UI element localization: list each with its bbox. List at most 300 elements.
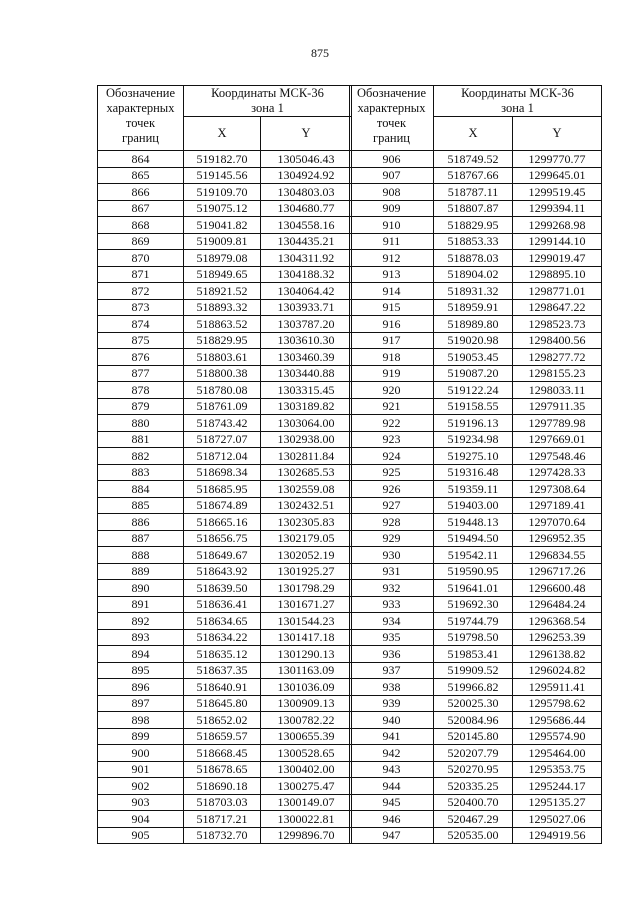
x-cell: 518636.41 [184,596,261,613]
y-cell: 1301925.27 [261,563,352,580]
point-id-cell: 884 [98,481,184,498]
x-cell: 518931.32 [434,283,513,300]
y-cell: 1297789.98 [513,415,602,432]
x-cell: 519316.48 [434,464,513,481]
table-row [350,728,602,745]
y-cell: 1303787.20 [261,316,352,333]
x-cell: 518949.65 [184,266,261,283]
x-cell: 520270.95 [434,761,513,778]
x-cell: 519041.82 [184,217,261,234]
y-cell: 1301417.18 [261,629,352,646]
table-row [350,448,602,465]
x-cell: 518634.22 [184,629,261,646]
y-cell: 1300528.65 [261,745,352,762]
y-cell: 1303460.39 [261,349,352,366]
y-cell: 1303064.00 [261,415,352,432]
table-row [350,745,602,762]
x-cell: 518921.52 [184,283,261,300]
x-cell: 518656.75 [184,530,261,547]
y-cell: 1301544.23 [261,613,352,630]
point-id-cell: 891 [98,596,184,613]
y-cell: 1295135.27 [513,794,602,811]
y-cell: 1302179.05 [261,530,352,547]
table-row [350,431,602,448]
y-cell: 1298523.73 [513,316,602,333]
table-row [350,811,602,828]
table-row [98,448,352,465]
point-id-cell: 892 [98,613,184,630]
y-cell: 1300402.00 [261,761,352,778]
x-cell: 518732.70 [184,827,261,844]
table-row [350,695,602,712]
point-id-cell: 931 [350,563,434,580]
point-id-cell: 885 [98,497,184,514]
y-cell: 1300655.39 [261,728,352,745]
point-id-cell: 922 [350,415,434,432]
table-row [350,200,602,217]
point-id-cell: 928 [350,514,434,531]
table-row [98,563,352,580]
point-id-cell: 912 [350,250,434,267]
table-row [98,679,352,696]
table-row [350,233,602,250]
table-row [98,332,352,349]
point-id-cell: 937 [350,662,434,679]
x-cell: 519275.10 [434,448,513,465]
y-cell: 1295911.41 [513,679,602,696]
x-cell: 518878.03 [434,250,513,267]
y-cell: 1297669.01 [513,431,602,448]
y-cell: 1301290.13 [261,646,352,663]
table-row [350,580,602,597]
y-cell: 1295798.62 [513,695,602,712]
x-cell: 518767.66 [434,167,513,184]
x-cell: 518645.80 [184,695,261,712]
table-row [350,283,602,300]
y-cell: 1299770.77 [513,151,602,168]
y-cell: 1302559.08 [261,481,352,498]
table-row [98,167,352,184]
point-id-cell: 911 [350,233,434,250]
y-cell: 1297428.33 [513,464,602,481]
x-cell: 519158.55 [434,398,513,415]
y-cell: 1299645.01 [513,167,602,184]
x-cell: 519909.52 [434,662,513,679]
table-row [350,712,602,729]
point-id-cell: 877 [98,365,184,382]
x-cell: 518863.52 [184,316,261,333]
x-cell: 519542.11 [434,547,513,564]
table-row [98,629,352,646]
x-cell: 518665.16 [184,514,261,531]
y-cell: 1299019.47 [513,250,602,267]
x-cell: 520207.79 [434,745,513,762]
table-row [98,794,352,811]
y-cell: 1303315.45 [261,382,352,399]
y-cell: 1298033.11 [513,382,602,399]
point-id-cell: 898 [98,712,184,729]
y-cell: 1303610.30 [261,332,352,349]
table-row [350,481,602,498]
x-cell: 519182.70 [184,151,261,168]
point-label-header: Обозначение характерных точек границ [98,86,184,151]
table-row [98,580,352,597]
y-cell: 1302432.51 [261,497,352,514]
y-header: Y [513,117,602,151]
point-id-cell: 873 [98,299,184,316]
point-id-cell: 901 [98,761,184,778]
y-cell: 1299394.11 [513,200,602,217]
table-row [98,431,352,448]
y-cell: 1297189.41 [513,497,602,514]
point-id-cell: 940 [350,712,434,729]
point-id-cell: 920 [350,382,434,399]
point-id-cell: 908 [350,184,434,201]
rows-right [350,151,602,844]
y-cell: 1296024.82 [513,662,602,679]
x-header: X [184,117,261,151]
point-id-cell: 910 [350,217,434,234]
x-header: X [434,117,513,151]
y-cell: 1302685.53 [261,464,352,481]
y-cell: 1298895.10 [513,266,602,283]
table-row [98,283,352,300]
x-cell: 520025.30 [434,695,513,712]
table-row [98,464,352,481]
table-row [350,547,602,564]
table-row [98,761,352,778]
point-id-cell: 934 [350,613,434,630]
y-cell: 1295244.17 [513,778,602,795]
x-cell: 519234.98 [434,431,513,448]
point-id-cell: 906 [350,151,434,168]
point-id-cell: 918 [350,349,434,366]
point-id-cell: 896 [98,679,184,696]
point-id-cell: 923 [350,431,434,448]
point-id-cell: 895 [98,662,184,679]
point-id-cell: 944 [350,778,434,795]
table-row [350,596,602,613]
x-cell: 520535.00 [434,827,513,844]
point-id-cell: 871 [98,266,184,283]
point-id-cell: 933 [350,596,434,613]
point-id-cell: 881 [98,431,184,448]
x-cell: 518640.91 [184,679,261,696]
table-row [350,151,602,168]
point-id-cell: 880 [98,415,184,432]
point-id-cell: 935 [350,629,434,646]
point-label-header: Обозначение характерных точек границ [350,86,434,151]
x-cell: 518703.03 [184,794,261,811]
table-row [98,365,352,382]
table-row [98,811,352,828]
table-row [98,514,352,531]
table-row [98,217,352,234]
page-number: 875 [311,46,329,60]
x-cell: 520084.96 [434,712,513,729]
table-row [98,596,352,613]
point-id-cell: 886 [98,514,184,531]
point-id-cell: 915 [350,299,434,316]
y-cell: 1296834.55 [513,547,602,564]
coordinates-header: Координаты МСК-36 зона 1 [184,86,352,117]
x-cell: 519009.81 [184,233,261,250]
y-cell: 1294919.56 [513,827,602,844]
point-id-cell: 899 [98,728,184,745]
table-row [98,415,352,432]
point-id-cell: 888 [98,547,184,564]
y-cell: 1299144.10 [513,233,602,250]
y-cell: 1297308.64 [513,481,602,498]
x-cell: 519053.45 [434,349,513,366]
point-id-cell: 865 [98,167,184,184]
point-id-cell: 926 [350,481,434,498]
table-row [350,827,602,844]
y-cell: 1302305.83 [261,514,352,531]
table-row [98,728,352,745]
x-cell: 519448.13 [434,514,513,531]
y-cell: 1299896.70 [261,827,352,844]
point-id-cell: 939 [350,695,434,712]
x-cell: 518639.50 [184,580,261,597]
table-row [350,398,602,415]
x-cell: 518893.32 [184,299,261,316]
table-row [350,167,602,184]
y-cell: 1305046.43 [261,151,352,168]
table-row [98,184,352,201]
x-cell: 519122.24 [434,382,513,399]
y-cell: 1300909.13 [261,695,352,712]
table-row [350,217,602,234]
x-cell: 518829.95 [184,332,261,349]
x-cell: 518904.02 [434,266,513,283]
x-cell: 518979.08 [184,250,261,267]
table-row [98,398,352,415]
x-cell: 518780.08 [184,382,261,399]
y-cell: 1304803.03 [261,184,352,201]
table-row [98,233,352,250]
table-row [98,662,352,679]
y-cell: 1297070.64 [513,514,602,531]
table-row [98,827,352,844]
table-row [98,530,352,547]
x-cell: 518989.80 [434,316,513,333]
y-cell: 1298277.72 [513,349,602,366]
point-id-cell: 932 [350,580,434,597]
table-row [98,481,352,498]
table-row [98,712,352,729]
table-row [350,629,602,646]
point-id-cell: 936 [350,646,434,663]
table-row [98,497,352,514]
point-id-cell: 924 [350,448,434,465]
table-row [350,679,602,696]
x-cell: 519744.79 [434,613,513,630]
y-cell: 1298647.22 [513,299,602,316]
coordinates-table-left [97,85,352,844]
y-cell: 1298400.56 [513,332,602,349]
y-cell: 1297911.35 [513,398,602,415]
x-cell: 518634.65 [184,613,261,630]
x-cell: 518829.95 [434,217,513,234]
point-id-cell: 897 [98,695,184,712]
point-id-cell: 927 [350,497,434,514]
x-cell: 518659.57 [184,728,261,745]
x-cell: 518787.11 [434,184,513,201]
x-cell: 518690.18 [184,778,261,795]
point-id-cell: 875 [98,332,184,349]
point-id-cell: 894 [98,646,184,663]
table-row [350,266,602,283]
y-cell: 1295574.90 [513,728,602,745]
y-cell: 1300022.81 [261,811,352,828]
y-cell: 1295027.06 [513,811,602,828]
y-cell: 1301036.09 [261,679,352,696]
x-cell: 518652.02 [184,712,261,729]
y-cell: 1295464.00 [513,745,602,762]
x-cell: 519590.95 [434,563,513,580]
y-cell: 1299519.45 [513,184,602,201]
table-row [350,316,602,333]
table-row [350,497,602,514]
x-cell: 519494.50 [434,530,513,547]
y-cell: 1303933.71 [261,299,352,316]
table-row [350,382,602,399]
point-id-cell: 903 [98,794,184,811]
point-id-cell: 914 [350,283,434,300]
point-id-cell: 909 [350,200,434,217]
x-cell: 520145.80 [434,728,513,745]
x-cell: 519109.70 [184,184,261,201]
x-cell: 518637.35 [184,662,261,679]
point-id-cell: 916 [350,316,434,333]
x-cell: 519359.11 [434,481,513,498]
point-id-cell: 889 [98,563,184,580]
y-cell: 1303440.88 [261,365,352,382]
point-id-cell: 925 [350,464,434,481]
x-cell: 518800.38 [184,365,261,382]
point-id-cell: 879 [98,398,184,415]
y-header: Y [261,117,352,151]
table-row [98,151,352,168]
point-id-cell: 947 [350,827,434,844]
y-cell: 1304435.21 [261,233,352,250]
x-cell: 519145.56 [184,167,261,184]
y-cell: 1304558.16 [261,217,352,234]
point-id-cell: 946 [350,811,434,828]
y-cell: 1296368.54 [513,613,602,630]
y-cell: 1301798.29 [261,580,352,597]
point-id-cell: 866 [98,184,184,201]
table-row [98,250,352,267]
x-cell: 519020.98 [434,332,513,349]
point-id-cell: 883 [98,464,184,481]
x-cell: 518803.61 [184,349,261,366]
y-cell: 1295686.44 [513,712,602,729]
table-row [98,745,352,762]
point-id-cell: 890 [98,580,184,597]
table-row [350,299,602,316]
table-row [350,530,602,547]
coordinates-table-right [349,85,602,844]
table-row [350,563,602,580]
point-id-cell: 869 [98,233,184,250]
point-id-cell: 929 [350,530,434,547]
table-row [98,382,352,399]
table-row [350,646,602,663]
point-id-cell: 882 [98,448,184,465]
y-cell: 1304311.92 [261,250,352,267]
x-cell: 518959.91 [434,299,513,316]
y-cell: 1301163.09 [261,662,352,679]
table-row [98,695,352,712]
point-id-cell: 943 [350,761,434,778]
y-cell: 1302811.84 [261,448,352,465]
y-cell: 1296717.26 [513,563,602,580]
table-row [98,613,352,630]
point-id-cell: 913 [350,266,434,283]
table-row [350,761,602,778]
table-row [98,266,352,283]
x-cell: 518717.21 [184,811,261,828]
coordinates-header: Координаты МСК-36 зона 1 [434,86,602,117]
y-cell: 1298155.23 [513,365,602,382]
x-cell: 518674.89 [184,497,261,514]
y-cell: 1296138.82 [513,646,602,663]
x-cell: 519196.13 [434,415,513,432]
y-cell: 1300782.22 [261,712,352,729]
x-cell: 518743.42 [184,415,261,432]
table-row [350,184,602,201]
point-id-cell: 868 [98,217,184,234]
point-id-cell: 887 [98,530,184,547]
y-cell: 1300275.47 [261,778,352,795]
x-cell: 520467.29 [434,811,513,828]
table-row [98,299,352,316]
y-cell: 1304188.32 [261,266,352,283]
point-id-cell: 942 [350,745,434,762]
table-row [98,349,352,366]
y-cell: 1304064.42 [261,283,352,300]
point-id-cell: 917 [350,332,434,349]
x-cell: 518749.52 [434,151,513,168]
y-cell: 1296600.48 [513,580,602,597]
y-cell: 1302052.19 [261,547,352,564]
point-id-cell: 902 [98,778,184,795]
x-cell: 518668.45 [184,745,261,762]
point-id-cell: 900 [98,745,184,762]
table-row [350,415,602,432]
x-cell: 518712.04 [184,448,261,465]
y-cell: 1303189.82 [261,398,352,415]
x-cell: 518807.87 [434,200,513,217]
table-row [350,613,602,630]
y-cell: 1296253.39 [513,629,602,646]
x-cell: 519641.01 [434,580,513,597]
table-row [98,778,352,795]
x-cell: 520400.70 [434,794,513,811]
y-cell: 1301671.27 [261,596,352,613]
table-row [350,332,602,349]
point-id-cell: 874 [98,316,184,333]
rows-left [98,151,352,844]
point-id-cell: 921 [350,398,434,415]
x-cell: 518635.12 [184,646,261,663]
table-row [98,547,352,564]
x-cell: 518678.65 [184,761,261,778]
y-cell: 1297548.46 [513,448,602,465]
x-cell: 518685.95 [184,481,261,498]
